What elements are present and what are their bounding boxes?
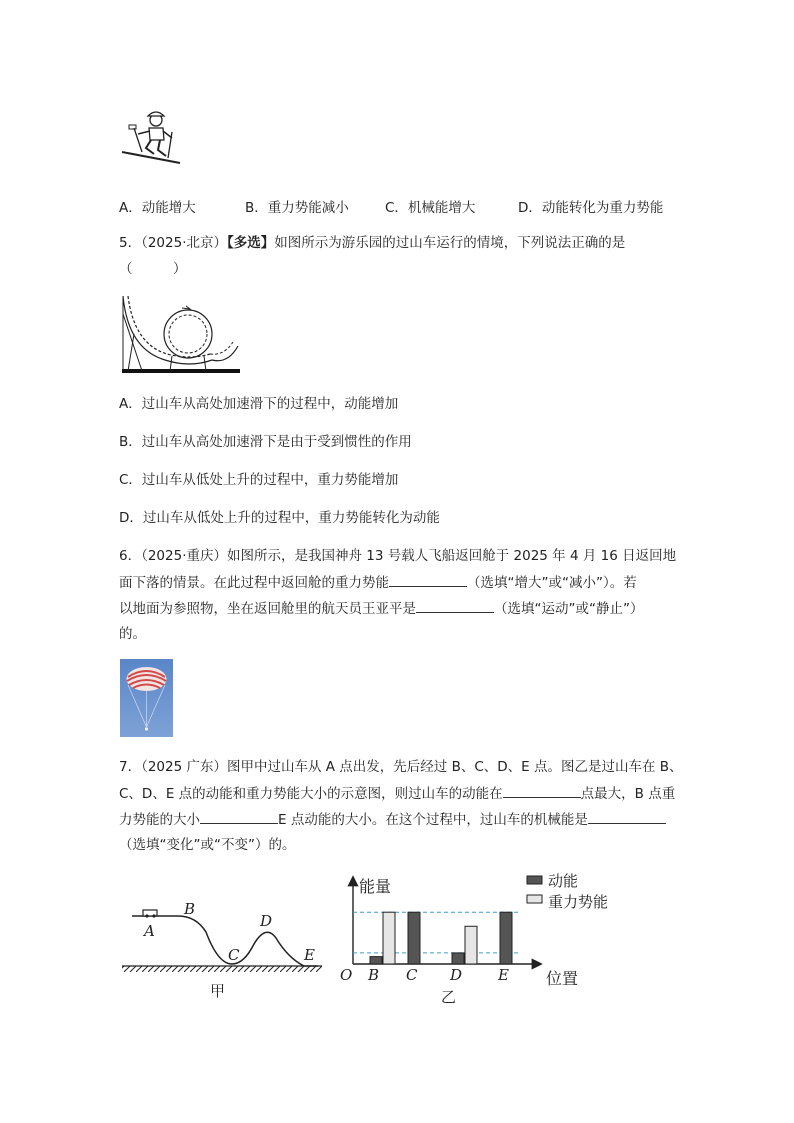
- q5-option-a: A．过山车从高处加速滑下的过程中，动能增加: [119, 396, 399, 412]
- y-axis-label: 能量: [359, 877, 392, 896]
- legend-swatch-potential: [527, 895, 542, 903]
- bar-c-kinetic: [408, 912, 420, 964]
- point-label-c: C: [228, 946, 240, 964]
- q4-option-a: A．动能增大: [119, 200, 196, 216]
- figure-jia-track: [118, 888, 328, 1000]
- q7-blank-3[interactable]: [588, 809, 666, 824]
- origin-label: O: [340, 966, 353, 984]
- q5-stem: 5．（2025·北京）【多选】如图所示为游乐园的过山车运行的情境，下列说法正确的是: [119, 235, 626, 251]
- skier-illustration: [120, 108, 184, 166]
- figure-yi-caption: 乙: [441, 988, 457, 1006]
- q7-blank-1[interactable]: [503, 783, 581, 798]
- x-tick-label-b: B: [368, 966, 380, 984]
- roller-coaster-loop-illustration: [120, 294, 244, 374]
- q7-line-3: 力势能的大小 E 点动能的大小。在这个过程中，过山车的机械能是: [119, 809, 666, 830]
- parachute-photo: [120, 659, 173, 737]
- bar-b-kinetic: [370, 957, 382, 964]
- legend-label-kinetic: 动能: [548, 872, 579, 890]
- q6-line-3: 以地面为参照物，坐在返回舱里的航天员王亚平是 （选填“运动”或“静止”）: [119, 598, 643, 619]
- q7-line-4: （选填“变化”或“不变”）的。: [119, 837, 296, 853]
- legend-label-potential: 重力势能: [548, 893, 609, 911]
- q6-blank-1[interactable]: [389, 572, 467, 587]
- x-tick-label-e: E: [498, 966, 509, 984]
- x-axis-label: 位置: [546, 969, 579, 988]
- x-tick-label-d: D: [450, 966, 463, 984]
- q5-option-b: B．过山车从高处加速滑下是由于受到惯性的作用: [119, 434, 412, 450]
- q6-line-2: 面下落的情景。在此过程中返回舱的重力势能 （选填“增大”或“减小”）。若: [119, 572, 637, 593]
- q5-answer-paren: （ ）: [119, 261, 187, 277]
- q5-option-c: C．过山车从低处上升的过程中，重力势能增加: [119, 472, 399, 488]
- q6-line-4: 的。: [119, 626, 146, 642]
- figure-yi-bar-chart: [330, 868, 630, 1010]
- bar-e-kinetic: [500, 912, 512, 964]
- q7-line-2: C、D、E 点的动能和重力势能大小的示意图，则过山车的动能在 点最大，B 点重: [119, 783, 675, 804]
- x-tick-label-c: C: [406, 966, 418, 984]
- q5-option-d: D．过山车从低处上升的过程中，重力势能转化为动能: [119, 510, 440, 526]
- legend-swatch-kinetic: [527, 876, 542, 884]
- point-label-b: B: [184, 900, 196, 918]
- q4-option-c: C．机械能增大: [385, 200, 476, 216]
- point-label-a: A: [144, 922, 155, 940]
- q7-line-1: 7．（2025 广东）图甲中过山车从 A 点出发，先后经过 B、C、D、E 点。图乙是过山车在 B、: [119, 759, 683, 775]
- bar-d-kinetic: [452, 953, 464, 964]
- q6-blank-2[interactable]: [416, 598, 494, 613]
- q7-blank-2[interactable]: [200, 809, 278, 824]
- figure-jia-caption: 甲: [210, 982, 226, 1000]
- legend: [527, 872, 608, 911]
- point-label-d: D: [260, 912, 273, 930]
- bar-b-potential: [383, 912, 395, 964]
- q4-option-d: D．动能转化为重力势能: [518, 200, 664, 216]
- q4-option-b: B．重力势能减小: [245, 200, 349, 216]
- point-label-e: E: [304, 946, 315, 964]
- bar-d-potential: [465, 926, 477, 964]
- q6-line-1: 6．（2025·重庆）如图所示，是我国神舟 13 号载人飞船返回舱于 2025 年 4 月 16 日返回地: [119, 548, 677, 564]
